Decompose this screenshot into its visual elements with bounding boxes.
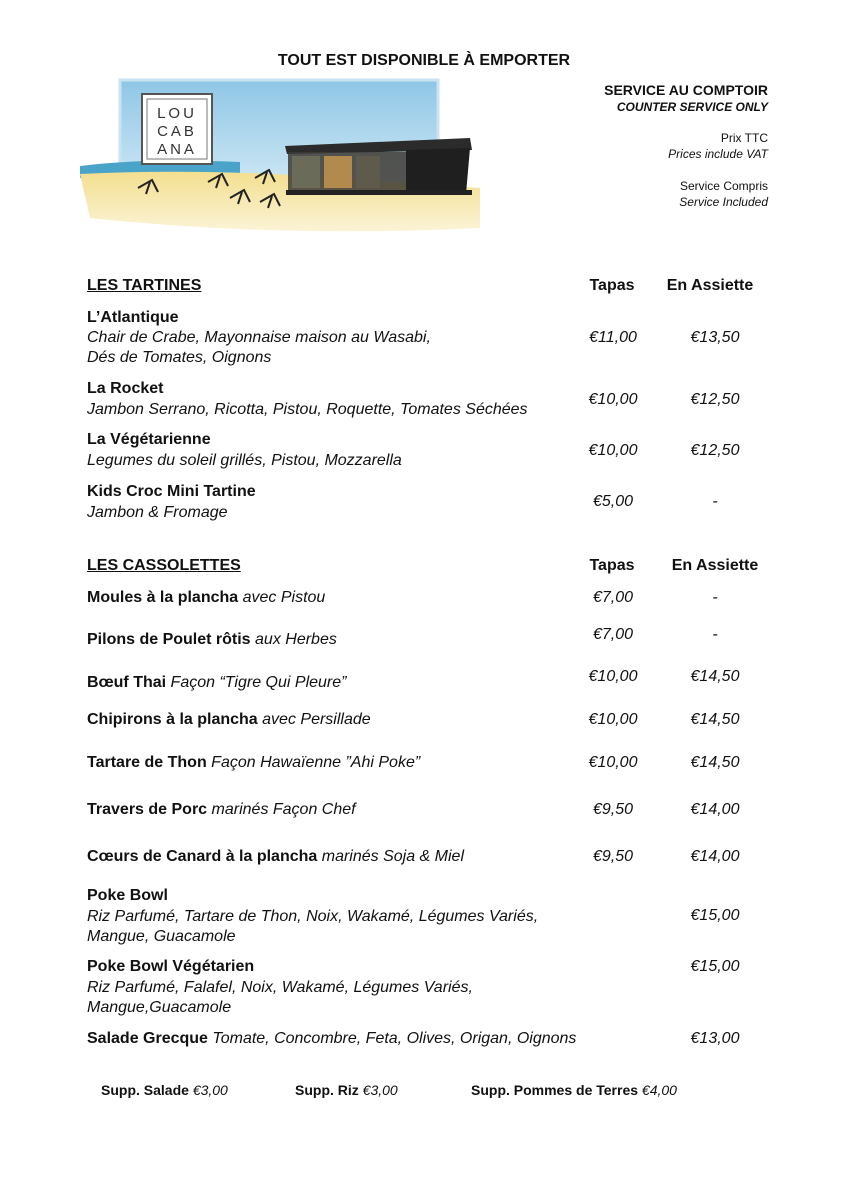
price-tapas: €9,50 [592, 848, 634, 865]
cassolette-item [87, 589, 325, 607]
cassolette-item [87, 711, 371, 729]
price-assiette: €14,50 [690, 754, 740, 771]
cassolette-item [87, 631, 337, 649]
beach-cabana-illustration [80, 78, 480, 238]
section-title-tartines: LES TARTINES [87, 277, 202, 294]
item-name: La Végétarienne [87, 431, 211, 448]
supplement-label: Supp. Salade [101, 1082, 189, 1098]
price-tapas: €7,00 [592, 626, 634, 643]
item-name: Travers de Porc [87, 801, 208, 818]
prices-vat: Prices include VAT [668, 147, 768, 161]
item-desc: marinés Soja & Miel [321, 848, 465, 865]
logo-line-2: CAB [157, 123, 197, 140]
price-tapas: €9,50 [592, 801, 634, 818]
item-desc: Chair de Crabe, Mayonnaise maison au Wasabi, [87, 329, 431, 346]
section-title-cassolettes: LES CASSOLETTES [87, 557, 241, 574]
cassolette-item [87, 848, 464, 866]
cassolette-item [87, 1030, 576, 1048]
item-desc: Façon “Tigre Qui Pleure” [170, 674, 347, 691]
service-compris: Service Compris [679, 179, 768, 193]
price-assiette: €14,00 [690, 848, 740, 865]
item-name: Salade Grecque [87, 1030, 208, 1047]
logo-line-3: ANA [157, 141, 197, 158]
col-en-assiette: En Assiette [671, 557, 759, 574]
price-tapas: €10,00 [588, 442, 638, 459]
item-desc: Tomate, Concombre, Feta, Olives, Origan, Oignons [212, 1030, 577, 1047]
price-assiette: €13,00 [690, 1030, 740, 1047]
col-tapas: Tapas [589, 557, 635, 574]
price-assiette: - [712, 493, 718, 510]
item-desc: aux Herbes [255, 631, 337, 648]
price-assiette: €15,00 [690, 958, 740, 975]
item-name: La Rocket [87, 380, 164, 397]
price-tapas: €10,00 [588, 754, 638, 771]
item-name: Poke Bowl Végétarien [87, 958, 255, 975]
price-assiette: - [712, 589, 718, 606]
item-desc: Jambon Serrano, Ricotta, Pistou, Roquette, Tomates Séchées [87, 401, 528, 418]
item-desc: Legumes du soleil grillés, Pistou, Mozzarella [87, 452, 402, 469]
item-name: Cœurs de Canard à la plancha [87, 848, 318, 865]
supplement-label: Supp. Pommes de Terres [471, 1082, 639, 1098]
price-assiette: €12,50 [690, 442, 740, 459]
cassolette-item [87, 754, 420, 772]
item-desc: avec Pistou [242, 589, 326, 606]
item-desc: Riz Parfumé, Tartare de Thon, Noix, Wakamé, Légumes Variés, [87, 908, 539, 925]
item-desc: avec Persillade [262, 711, 371, 728]
price-assiette: €15,00 [690, 907, 740, 924]
price-assiette: €12,50 [690, 391, 740, 408]
service-counter-fr: SERVICE AU COMPTOIR [604, 82, 768, 98]
col-tapas: Tapas [589, 277, 635, 294]
supplement-label: Supp. Riz [295, 1082, 359, 1098]
prix-ttc: Prix TTC [720, 131, 768, 145]
item-name: L’Atlantique [87, 309, 179, 326]
price-assiette: €13,50 [690, 329, 740, 346]
item-desc: Façon Hawaïenne ”Ahi Poke” [211, 754, 421, 771]
price-tapas: €10,00 [588, 711, 638, 728]
item-desc: Mangue, Guacamole [87, 928, 236, 945]
price-assiette: €14,00 [690, 801, 740, 818]
item-name: Bœuf Thai [87, 674, 167, 691]
logo-line-1: LOU [157, 105, 197, 122]
price-assiette: €14,50 [690, 711, 740, 728]
item-name: Chipirons à la plancha [87, 711, 258, 728]
item-desc: Dés de Tomates, Oignons [87, 349, 272, 366]
price-tapas: €10,00 [588, 668, 638, 685]
takeaway-title: TOUT EST DISPONIBLE À EMPORTER [277, 52, 571, 69]
item-desc: marinés Façon Chef [211, 801, 356, 818]
item-name: Kids Croc Mini Tartine [87, 483, 256, 500]
price-tapas: €7,00 [592, 589, 634, 606]
supplement-price: €4,00 [641, 1082, 677, 1098]
price-tapas: €10,00 [588, 391, 638, 408]
item-name: Pilons de Poulet rôtis [87, 631, 251, 648]
price-tapas: €5,00 [592, 493, 634, 510]
item-desc: Jambon & Fromage [87, 504, 228, 521]
item-desc: Mangue,Guacamole [87, 999, 232, 1016]
service-included: Service Included [679, 195, 768, 209]
item-name: Moules à la plancha [87, 589, 239, 606]
item-name: Tartare de Thon [87, 754, 207, 771]
col-en-assiette: En Assiette [666, 277, 754, 294]
service-counter-en: COUNTER SERVICE ONLY [616, 100, 768, 114]
item-name: Poke Bowl [87, 887, 168, 904]
cassolette-item [87, 801, 356, 819]
price-assiette: - [712, 626, 718, 643]
supplement-pommes-de-terre [471, 1082, 677, 1098]
supplement-salade [101, 1082, 228, 1098]
item-desc: Riz Parfumé, Falafel, Noix, Wakamé, Légumes Variés, [87, 979, 473, 996]
cassolette-item [87, 674, 346, 692]
supplement-price: €3,00 [362, 1082, 398, 1098]
price-tapas: €11,00 [589, 329, 637, 346]
supplement-price: €3,00 [192, 1082, 228, 1098]
price-assiette: €14,50 [690, 668, 740, 685]
supplement-riz [295, 1082, 398, 1098]
